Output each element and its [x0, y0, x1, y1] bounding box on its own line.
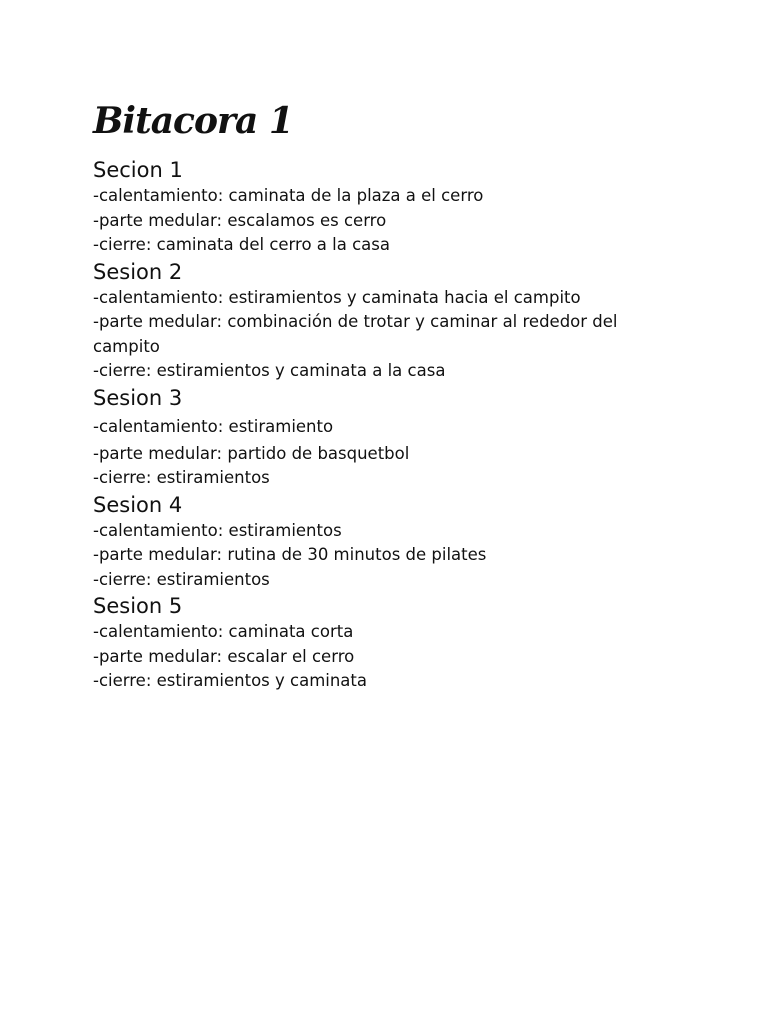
- session-line: -cierre: estiramientos y caminata: [93, 671, 367, 690]
- document-title: Bitacora 1: [93, 100, 293, 142]
- session-line: -parte medular: partido de basquetbol: [93, 443, 410, 463]
- session-line: -parte medular: escalamos es cerro: [93, 210, 387, 230]
- session-4: [93, 491, 693, 593]
- session-1: [93, 156, 693, 258]
- session-line: -calentamiento: estiramiento: [93, 416, 334, 436]
- session-line: -calentamiento: estiramientos y caminata hacia el campito: [93, 287, 581, 307]
- session-heading: Sesion 5: [93, 594, 183, 618]
- session-line: -calentamiento: caminata corta: [93, 622, 354, 641]
- session-heading: Sesion 2: [93, 259, 183, 284]
- session-line: -parte medular: rutina de 30 minutos de pilates: [93, 545, 487, 564]
- session-line: -parte medular: combinación de trotar y caminar al rededor del campito: [93, 312, 618, 356]
- session-heading: Secion 1: [93, 158, 183, 182]
- session-line: -cierre: caminata del cerro a la casa: [93, 235, 390, 254]
- session-line: -cierre: estiramientos: [93, 569, 270, 589]
- session-heading: Sesion 4: [93, 492, 183, 517]
- session-heading: Sesion 3: [93, 385, 183, 410]
- session-line: -calentamiento: estiramientos: [93, 520, 342, 540]
- session-line: -cierre: estiramientos y caminata a la casa: [93, 361, 446, 380]
- session-line: -calentamiento: caminata de la plaza a el cerro: [93, 186, 484, 205]
- session-5: [93, 592, 693, 694]
- document-page: [93, 96, 693, 694]
- session-line: -parte medular: escalar el cerro: [93, 646, 355, 666]
- session-line: -cierre: estiramientos: [93, 468, 270, 487]
- session-2: [93, 258, 693, 384]
- session-3: [93, 384, 693, 491]
